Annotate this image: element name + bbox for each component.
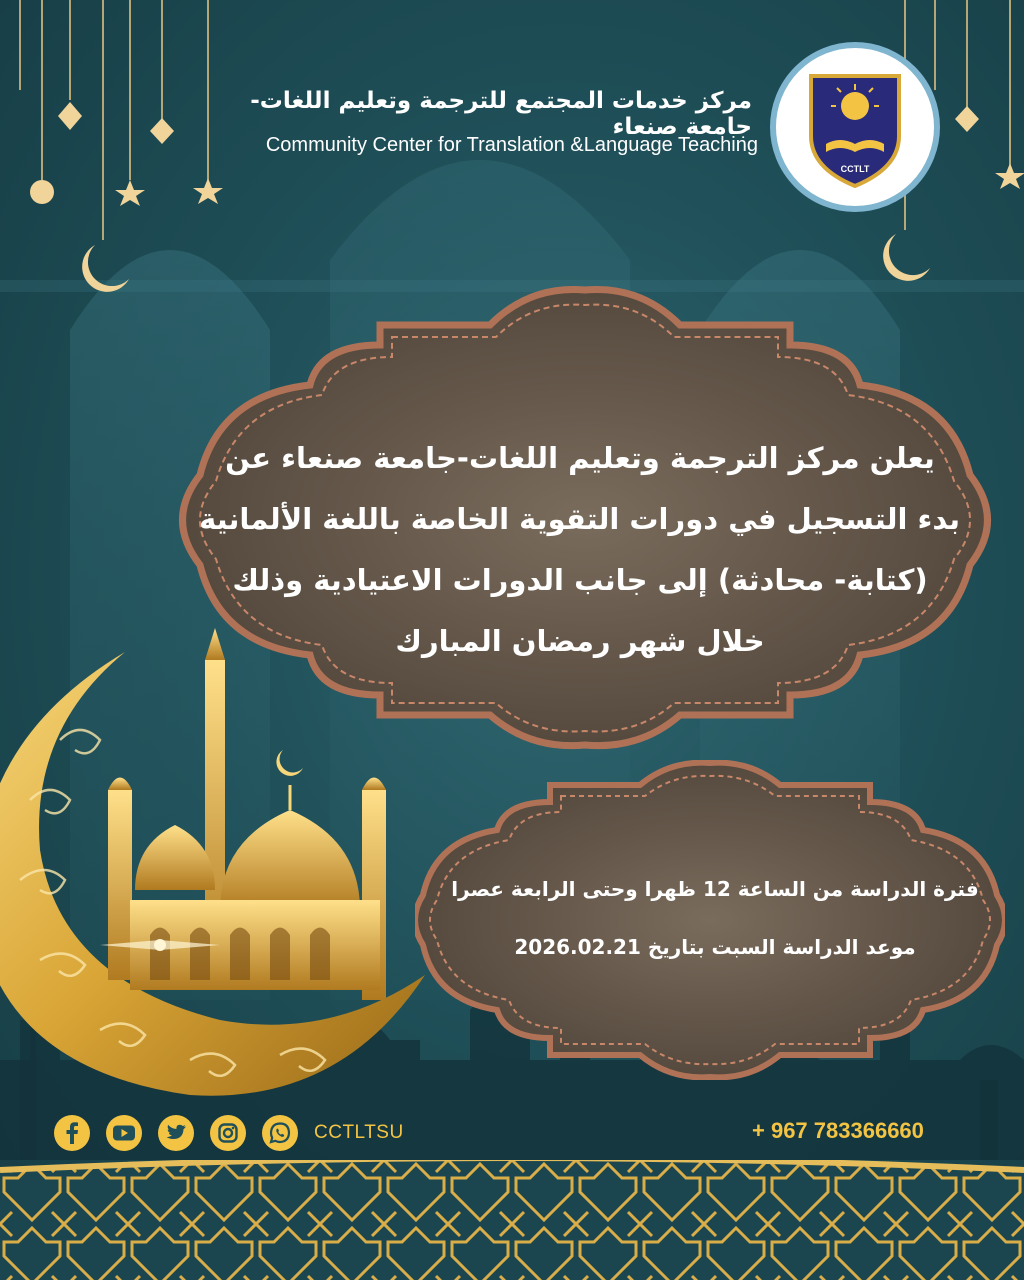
header-title-arabic: مركز خدمات المجتمع للترجمة وتعليم اللغات-جامعة صنعاء	[250, 88, 752, 140]
lattice-border	[0, 1160, 1024, 1280]
announcement-line: خلال شهر رمضان المبارك	[395, 624, 765, 658]
logo-badge-text: CCTLT	[840, 164, 870, 174]
schedule-text	[450, 860, 980, 976]
crest-icon	[776, 48, 934, 206]
phone-number[interactable]: + 967 783366660	[752, 1118, 924, 1143]
whatsapp-icon[interactable]	[262, 1115, 298, 1151]
instagram-icon[interactable]	[210, 1115, 246, 1151]
announcement-line: بدء التسجيل في دورات التقوية الخاصة باللغة الألمانية	[199, 502, 960, 536]
header-title-english: Community Center for Translation &Language Teaching	[265, 134, 758, 156]
schedule-date: موعد الدراسة السبت بتاريخ 2026.02.21	[514, 935, 916, 959]
crescent-mosque-illustration	[0, 600, 440, 1120]
twitter-icon[interactable]	[158, 1115, 194, 1151]
schedule-time: فترة الدراسة من الساعة 12 ظهرا وحتى الرابعة عصرا	[451, 877, 979, 901]
facebook-icon[interactable]	[54, 1115, 90, 1151]
youtube-icon[interactable]	[106, 1115, 142, 1151]
announcement-line: يعلن مركز الترجمة وتعليم اللغات-جامعة صنعاء عن	[225, 441, 935, 475]
announcement-line: (كتابة- محادثة) إلى جانب الدورات الاعتيادية وذلك	[232, 563, 928, 597]
university-logo	[770, 42, 940, 212]
social-handle[interactable]: CCTLTSU	[314, 1122, 404, 1143]
